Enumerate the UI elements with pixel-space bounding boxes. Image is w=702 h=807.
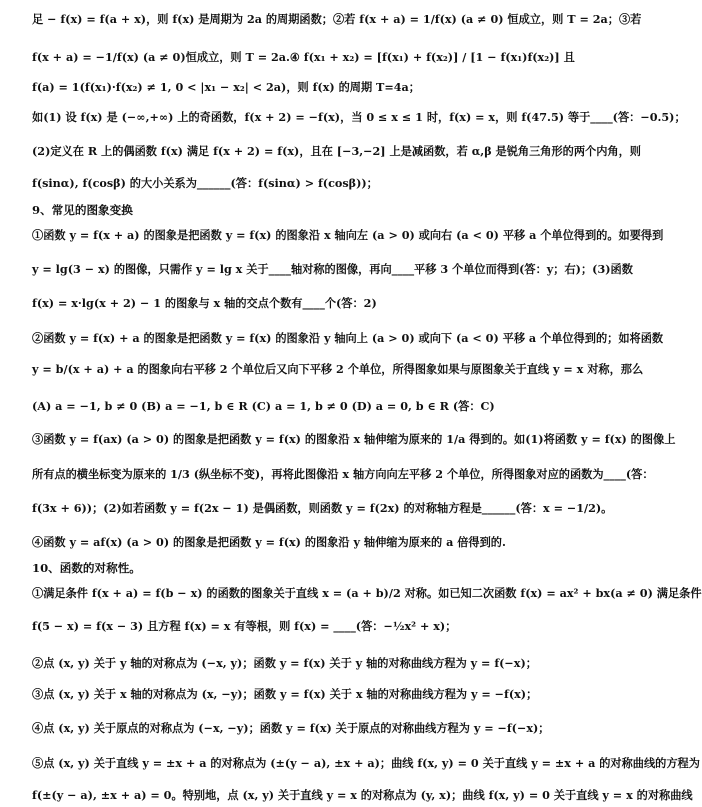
text-line-15: ④函数 y = af(x) (a > 0) 的图象是把函数 y = f(x) 的图象沿 y 轴伸缩为原来的 a 倍得到的. [32,535,506,549]
text-line-19: ③点 (x, y) 关于 x 轴的对称点为 (x, −y)；函数 y = f(x) 关于 x 轴的对称曲线方程为 y = −f(x)； [32,687,538,701]
section-heading-10: 10、函数的对称性。 [32,561,141,575]
text-line-11: y = b/(x + a) + a 的图象向右平移 2 个单位后又向下平移 2 个单位，所得图象如果与原图象关于直线 y = x 对称，那么 [32,362,644,376]
text-line-12: ③函数 y = f(ax) (a > 0) 的图象是把函数 y = f(x) 的图象沿 x 轴伸缩为原来的 1/a 得到的。如(1)将函数 y = f(x) 的图像上 [32,432,676,446]
text-line-1: 足 − f(x) = f(a + x)，则 f(x) 是周期为 2a 的周期函数；②若 f(x + a) = 1/f(x) (a ≠ 0) 恒成立，则 T = 2a；③若 [32,12,642,26]
text-line-14: f(3x + 6))；(2)如若函数 y = f(2x − 1) 是偶函数，则函数 y = f(2x) 的对称轴方程是______(答：x = −1/2)。 [32,501,613,515]
text-line-10: ②函数 y = f(x) + a 的图象是把函数 y = f(x) 的图象沿 y 轴向上 (a > 0) 或向下 (a < 0) 平移 a 个单位得到的；如将函数 [32,331,664,345]
text-line-8: y = lg(3 − x) 的图像，只需作 y = lg x 关于____轴对称的图像，再向____平移 3 个单位而得到(答：y；右)；(3)函数 [32,262,633,276]
text-line-21: ⑤点 (x, y) 关于直线 y = ±x + a 的对称点为 (±(y − a), ±x + a)；曲线 f(x, y) = 0 关于直线 y = ±x + a 的对称曲线的方程为 [32,756,700,770]
text-line-3: f(a) = 1(f(x₁)·f(x₂) ≠ 1, 0 < |x₁ − x₂| < 2a)，则 f(x) 的周期 T=4a； [32,80,420,94]
text-line-5: (2)定义在 R 上的偶函数 f(x) 满足 f(x + 2) = f(x)，且在 [−3,−2] 上是减函数，若 α,β 是锐角三角形的两个内角，则 [32,144,641,158]
text-line-4: 如(1) 设 f(x) 是 (−∞,+∞) 上的奇函数，f(x + 2) = −f(x)，当 0 ≤ x ≤ 1 时，f(x) = x，则 f(47.5) 等于____(答：−0.5)； [32,110,686,124]
text-line-17: f(5 − x) = f(x − 3) 且方程 f(x) = x 有等根，则 f(x) = ____(答：−½x² + x)； [32,619,457,633]
text-line-7: ①函数 y = f(x + a) 的图象是把函数 y = f(x) 的图象沿 x 轴向左 (a > 0) 或向右 (a < 0) 平移 a 个单位得到的。如要得到 [32,228,664,242]
answer-options: (A) a = −1, b ≠ 0 (B) a = −1, b ∈ R (C) a = 1, b ≠ 0 (D) a = 0, b ∈ R (答：C) [32,399,495,413]
text-line-6: f(sinα), f(cosβ) 的大小关系为______(答：f(sinα) > f(cosβ))； [32,176,378,190]
text-line-16: ①满足条件 f(x + a) = f(b − x) 的函数的图象关于直线 x = (a + b)/2 对称。如已知二次函数 f(x) = ax² + bx(a ≠ 0) 满足条件 [32,586,702,600]
text-line-9: f(x) = x·lg(x + 2) − 1 的图象与 x 轴的交点个数有____个(答：2) [32,296,377,310]
text-line-22: f(±(y − a), ±x + a) = 0。特别地，点 (x, y) 关于直线 y = x 的对称点为 (y, x)；曲线 f(x, y) = 0 关于直线 y = x 的对称曲线 [32,788,693,802]
section-heading-9: 9、常见的图象变换 [32,203,133,217]
text-line-18: ②点 (x, y) 关于 y 轴的对称点为 (−x, y)；函数 y = f(x) 关于 y 轴的对称曲线方程为 y = f(−x)； [32,656,537,670]
text-line-20: ④点 (x, y) 关于原点的对称点为 (−x, −y)；函数 y = f(x) 关于原点的对称曲线方程为 y = −f(−x)； [32,721,550,735]
text-line-13: 所有点的横坐标变为原来的 1/3 (纵坐标不变)，再将此图像沿 x 轴方向向左平移 2 个单位，所得图象对应的函数为____(答： [32,467,654,481]
text-line-2: f(x + a) = −1/f(x) (a ≠ 0)恒成立，则 T = 2a.④ f(x₁ + x₂) = [f(x₁) + f(x₂)] / [1 − f(x₁)f(x₂)] 且 [32,50,575,64]
